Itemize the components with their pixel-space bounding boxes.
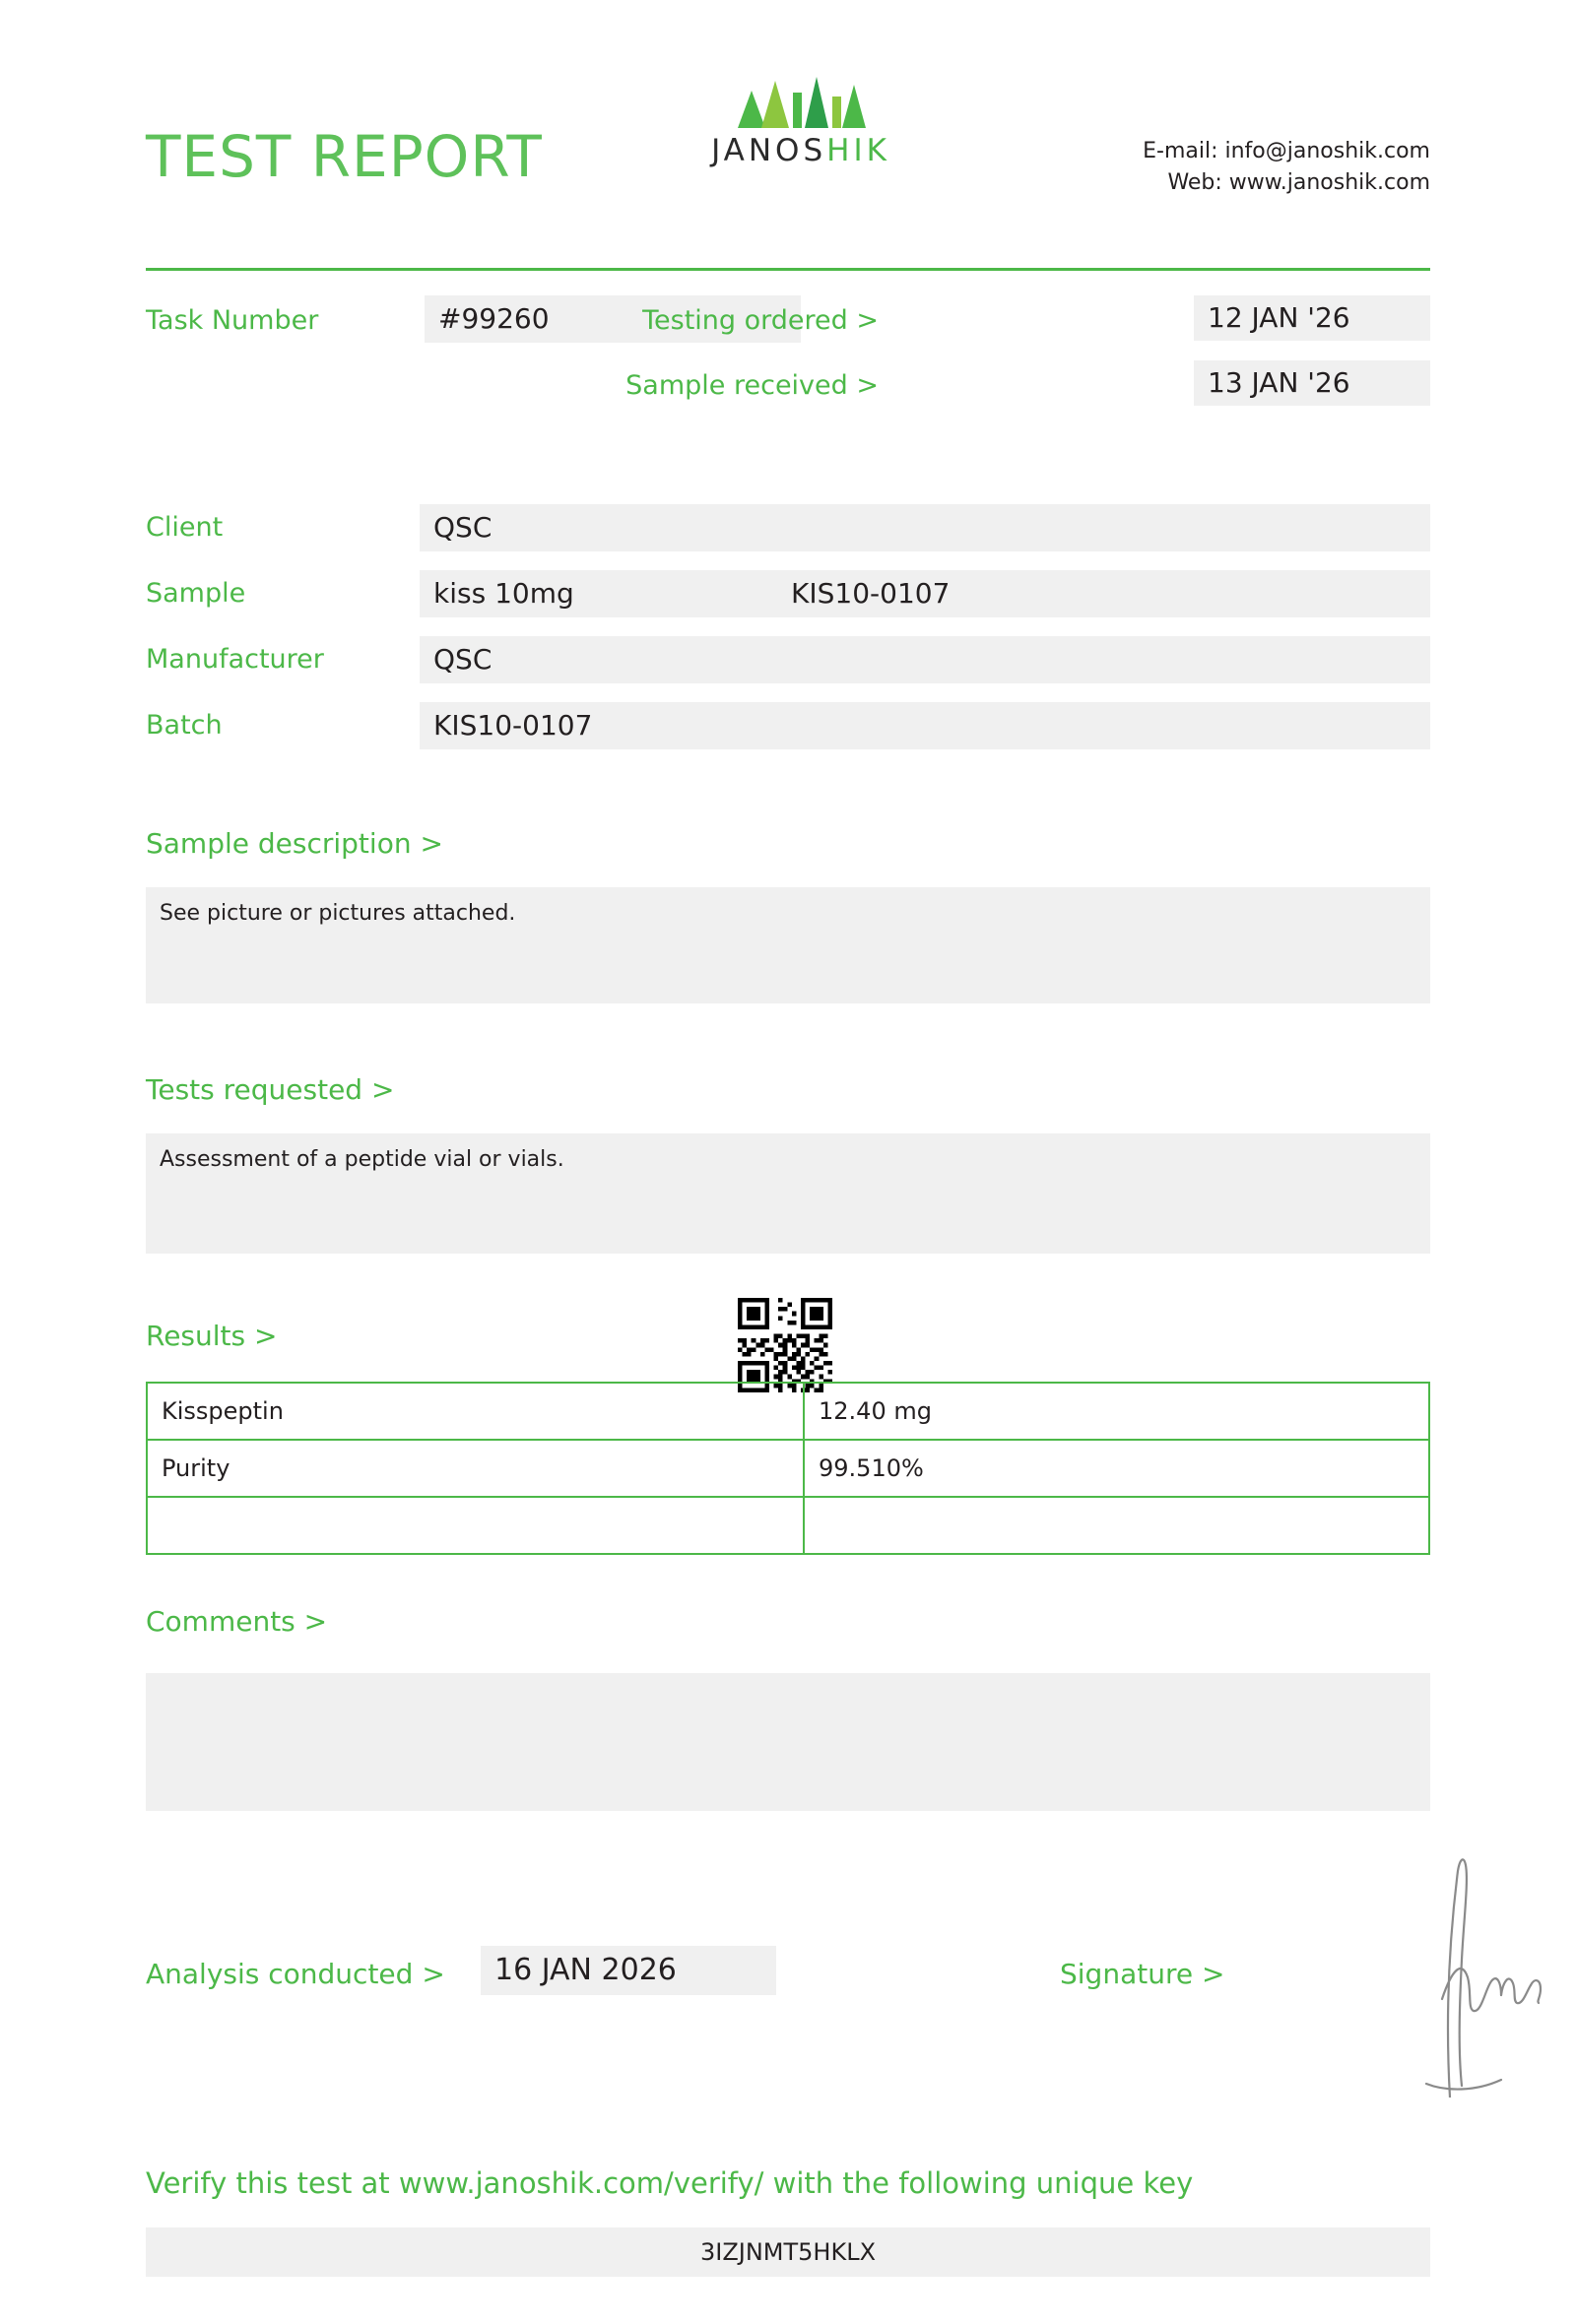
info-value-manufacturer: QSC xyxy=(420,636,1430,683)
contact-block xyxy=(1143,136,1430,199)
info-row xyxy=(146,570,1430,636)
info-value-sample: kiss 10mg xyxy=(420,570,1430,617)
results-title: Results > xyxy=(146,1320,278,1352)
info-row xyxy=(146,702,1430,768)
report-sheet xyxy=(146,0,1430,2266)
sample-description-title: Sample description > xyxy=(146,827,443,860)
logo-text-dark: JANOS xyxy=(711,133,827,168)
info-key-sample: Sample xyxy=(146,578,246,609)
result-name xyxy=(147,1497,804,1554)
table-row xyxy=(147,1440,1429,1497)
unique-key-value: 3IZJNMT5HKLX xyxy=(146,2227,1430,2277)
signature-label: Signature > xyxy=(1060,1958,1225,1990)
info-value-sample-code: KIS10-0107 xyxy=(791,577,951,610)
analysis-conducted-value: 16 JAN 2026 xyxy=(481,1946,776,1995)
table-row xyxy=(147,1497,1429,1554)
sample-received-label: Sample received > xyxy=(625,370,879,401)
task-row xyxy=(146,295,1430,414)
result-value: 99.510% xyxy=(804,1440,1429,1497)
logo-wordmark xyxy=(678,133,924,168)
report-header xyxy=(146,0,1430,207)
info-key-manufacturer: Manufacturer xyxy=(146,644,324,675)
task-number-label: Task Number xyxy=(146,305,319,336)
analysis-row xyxy=(146,1940,1430,2058)
header-divider xyxy=(146,268,1430,271)
comments-section xyxy=(146,1605,1430,1811)
table-row xyxy=(147,1383,1429,1440)
info-row xyxy=(146,504,1430,570)
sample-description-section xyxy=(146,827,1430,1003)
tests-requested-title: Tests requested > xyxy=(146,1073,395,1106)
testing-ordered-label: Testing ordered > xyxy=(642,305,879,336)
contact-web: Web: www.janoshik.com xyxy=(1167,169,1430,195)
result-value xyxy=(804,1497,1429,1554)
page-title: TEST REPORT xyxy=(146,123,543,190)
tests-requested-body: Assessment of a peptide vial or vials. xyxy=(146,1133,1430,1254)
result-name: Kisspeptin xyxy=(147,1383,804,1440)
info-key-batch: Batch xyxy=(146,710,223,741)
info-key-client: Client xyxy=(146,512,224,543)
company-logo xyxy=(678,71,924,166)
task-number-value: #99260 xyxy=(425,295,801,343)
info-value-client: QSC xyxy=(420,504,1430,551)
mountain-bars-logo-icon xyxy=(732,71,870,130)
signature-mark xyxy=(1407,1851,1564,2098)
result-name: Purity xyxy=(147,1440,804,1497)
comments-title: Comments > xyxy=(146,1605,328,1638)
result-value: 12.40 mg xyxy=(804,1383,1429,1440)
contact-email: E-mail: info@janoshik.com xyxy=(1143,139,1430,163)
verify-text: Verify this test at www.janoshik.com/verify/ with the following unique key xyxy=(146,2166,1194,2200)
sample-received-value: 13 JAN '26 xyxy=(1194,360,1430,406)
results-table xyxy=(146,1382,1430,1555)
comments-body xyxy=(146,1673,1430,1811)
info-block xyxy=(146,504,1430,768)
testing-ordered-value: 12 JAN '26 xyxy=(1194,295,1430,341)
logo-text-green: HIK xyxy=(826,133,890,168)
tests-requested-section xyxy=(146,1073,1430,1254)
sample-description-body: See picture or pictures attached. xyxy=(146,887,1430,1003)
analysis-conducted-label: Analysis conducted > xyxy=(146,1958,445,1990)
info-row xyxy=(146,636,1430,702)
info-value-batch: KIS10-0107 xyxy=(420,702,1430,749)
results-section xyxy=(146,1320,1430,1555)
